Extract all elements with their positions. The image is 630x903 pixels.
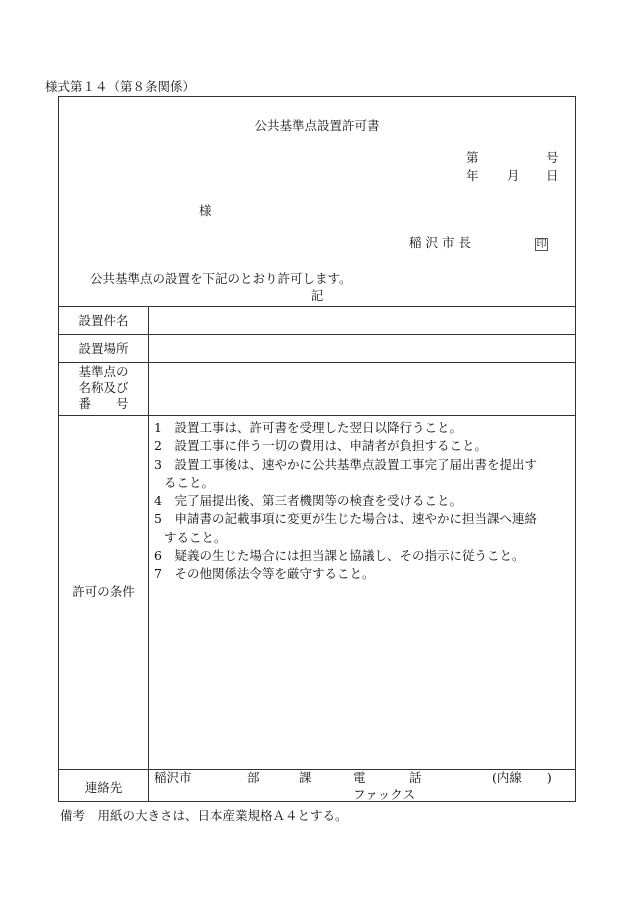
- condition-item: 1 設置工事は、許可書を受理した翌日以降行うこと。: [154, 420, 462, 435]
- date-year: 年: [466, 168, 479, 183]
- condition-item: 3 設置工事後は、速やかに公共基準点設置工事完了届出書を提出す: [154, 456, 537, 472]
- seal-icon: 印: [536, 239, 547, 250]
- number-prefix: 第: [466, 150, 479, 165]
- contact-phone-char2: 話: [409, 770, 422, 785]
- form-number: 様式第１４（第８条関係）: [45, 79, 196, 94]
- contact-section: 課: [299, 770, 312, 785]
- benchmark-label-line3: 番 号: [78, 396, 129, 411]
- conditions-list: [154, 419, 574, 584]
- intro-text: 公共基準点の設置を下記のとおり許可します。: [90, 271, 352, 286]
- contact-department: 部: [247, 770, 260, 785]
- issuer: 稲 沢 市 長: [409, 235, 471, 250]
- contact-extension: (内線 ): [492, 770, 552, 785]
- benchmark-label-line1: 基準点の: [78, 364, 129, 379]
- remarks-note: 備考 用紙の大きさは、日本産業規格Ａ４とする。: [60, 808, 348, 823]
- condition-item: 7 その他関係法令等を厳守すること。: [154, 566, 375, 582]
- contact-label: 連絡先: [84, 780, 123, 795]
- conditions-label: 許可の条件: [72, 584, 135, 599]
- contact-fax: ファックス: [353, 787, 416, 802]
- name-label: 設置件名: [78, 313, 129, 328]
- date-day: 日: [546, 168, 559, 183]
- condition-item: ること。: [164, 474, 215, 490]
- date-month: 月: [507, 168, 520, 183]
- permit-form: [58, 96, 576, 802]
- ki-heading: 記: [310, 288, 324, 303]
- contact-phone-char1: 電: [353, 770, 366, 785]
- condition-item: 5 申請書の記載事項に変更が生じた場合は、速やかに担当課へ連絡: [154, 511, 537, 527]
- condition-item: 4 完了届提出後、第三者機関等の検査を受けること。: [154, 493, 462, 509]
- condition-item: すること。: [164, 529, 227, 545]
- document-title: 公共基準点設置許可書: [254, 118, 380, 133]
- benchmark-label-line2: 名称及び: [78, 380, 129, 395]
- condition-item: 6 疑義の生じた場合には担当課と協議し、その指示に従うこと。: [154, 548, 525, 564]
- place-label: 設置場所: [78, 341, 129, 356]
- condition-item: 2 設置工事に伴う一切の費用は、申請者が負担すること。: [154, 438, 487, 454]
- contact-city: 稲沢市: [154, 770, 192, 785]
- addressee-suffix: 様: [199, 203, 212, 218]
- number-suffix: 号: [546, 150, 559, 165]
